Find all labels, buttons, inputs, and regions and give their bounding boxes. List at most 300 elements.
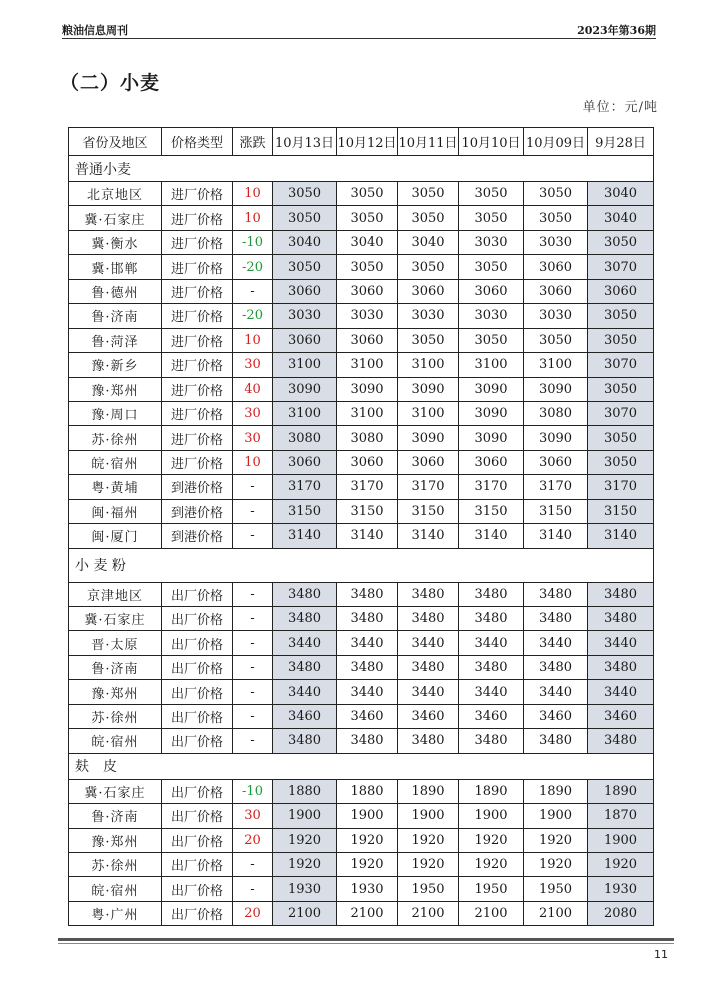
price-cell: 3090 [337,377,398,401]
price-cell: 3040 [588,206,654,230]
price-cell: 3080 [337,426,398,450]
change-cell: 10 [233,206,273,230]
price-cell: 3440 [398,631,459,655]
price-cell: 3060 [273,279,337,303]
price-cell: 3170 [337,475,398,499]
change-cell: - [233,524,273,548]
price-cell: 1890 [588,779,654,803]
price-cell: 3150 [273,499,337,523]
publication-name: 粮油信息周刊 [62,24,128,37]
price-cell: 3480 [398,582,459,606]
section-name: 麸 皮 [69,753,654,779]
price-cell: 3090 [459,401,524,425]
price-cell: 3030 [524,230,588,254]
col-header: 10月12日 [337,128,398,156]
section-header-row [69,548,654,582]
price-cell: 1920 [588,852,654,876]
region-cell: 豫·新乡 [69,353,162,377]
region-cell: 北京地区 [69,182,162,206]
region-cell: 皖·宿州 [69,877,162,901]
price-cell: 3170 [524,475,588,499]
price-cell: 3480 [459,607,524,631]
price-cell: 3100 [398,353,459,377]
table-row [69,729,654,753]
price-cell: 3440 [588,631,654,655]
price-cell: 3090 [459,426,524,450]
region-cell: 冀·石家庄 [69,206,162,230]
price-cell: 3050 [459,206,524,230]
table-row [69,279,654,303]
price-cell: 3050 [398,206,459,230]
price-cell: 3040 [273,230,337,254]
price-cell: 1890 [398,779,459,803]
price-cell: 3140 [459,524,524,548]
price-cell: 3480 [524,655,588,679]
price-cell: 3440 [337,680,398,704]
price-cell: 3480 [588,729,654,753]
price-cell: 3480 [459,655,524,679]
price-cell: 1900 [459,804,524,828]
price-cell: 3480 [337,607,398,631]
price-cell: 3080 [524,401,588,425]
table-row [69,475,654,499]
region-cell: 冀·石家庄 [69,607,162,631]
price-cell: 3060 [588,279,654,303]
change-cell: 20 [233,901,273,925]
price-type-cell: 出厂价格 [162,631,233,655]
footer-rule [58,938,674,941]
price-cell: 3050 [588,450,654,474]
price-cell: 3100 [398,401,459,425]
price-cell: 3100 [524,353,588,377]
change-cell: - [233,729,273,753]
price-cell: 2100 [273,901,337,925]
price-cell: 3480 [588,655,654,679]
price-cell: 3030 [273,304,337,328]
price-cell: 3050 [337,255,398,279]
price-cell: 1920 [273,828,337,852]
region-cell: 粤·广州 [69,901,162,925]
price-cell: 3060 [524,279,588,303]
price-cell: 3070 [588,401,654,425]
price-cell: 3060 [459,279,524,303]
price-type-cell: 出厂价格 [162,607,233,631]
price-type-cell: 进厂价格 [162,426,233,450]
col-header: 9月28日 [588,128,654,156]
price-cell: 3440 [273,680,337,704]
price-cell: 3040 [398,230,459,254]
price-cell: 3030 [459,304,524,328]
price-cell: 3140 [337,524,398,548]
price-cell: 3060 [337,279,398,303]
section-header-row [69,156,654,182]
price-cell: 3440 [459,680,524,704]
price-cell: 3090 [524,377,588,401]
change-cell: 10 [233,328,273,352]
table-row [69,877,654,901]
price-type-cell: 出厂价格 [162,877,233,901]
price-type-cell: 进厂价格 [162,279,233,303]
price-cell: 1900 [273,804,337,828]
price-cell: 1880 [337,779,398,803]
region-cell: 冀·衡水 [69,230,162,254]
price-type-cell: 进厂价格 [162,304,233,328]
region-cell: 鲁·济南 [69,655,162,679]
price-cell: 2100 [524,901,588,925]
region-cell: 皖·宿州 [69,450,162,474]
price-cell: 3040 [337,230,398,254]
table-row [69,779,654,803]
price-cell: 2100 [398,901,459,925]
price-cell: 1920 [398,852,459,876]
region-cell: 鲁·菏泽 [69,328,162,352]
change-cell: 20 [233,828,273,852]
price-type-cell: 进厂价格 [162,230,233,254]
price-cell: 3050 [273,255,337,279]
price-cell: 3050 [273,182,337,206]
price-cell: 3460 [337,704,398,728]
table-row [69,499,654,523]
col-header: 价格类型 [162,128,233,156]
price-cell: 1920 [398,828,459,852]
table-row [69,704,654,728]
price-cell: 3480 [459,729,524,753]
price-type-cell: 出厂价格 [162,582,233,606]
region-cell: 晋·太原 [69,631,162,655]
price-cell: 3100 [273,401,337,425]
change-cell: - [233,279,273,303]
price-cell: 3050 [273,206,337,230]
change-cell: - [233,852,273,876]
table-row [69,901,654,925]
price-cell: 3440 [273,631,337,655]
price-cell: 3060 [398,279,459,303]
change-cell: - [233,582,273,606]
price-cell: 1950 [398,877,459,901]
price-cell: 3050 [398,255,459,279]
change-cell: 30 [233,804,273,828]
price-cell: 3100 [337,353,398,377]
price-cell: 3140 [398,524,459,548]
price-cell: 3060 [273,450,337,474]
price-cell: 3150 [398,499,459,523]
price-cell: 1870 [588,804,654,828]
price-cell: 3050 [524,206,588,230]
price-type-cell: 进厂价格 [162,182,233,206]
price-cell: 3030 [398,304,459,328]
table-row [69,304,654,328]
region-cell: 豫·郑州 [69,680,162,704]
change-cell: 30 [233,401,273,425]
table-row [69,255,654,279]
price-cell: 3050 [588,230,654,254]
region-cell: 冀·石家庄 [69,779,162,803]
region-cell: 豫·周口 [69,401,162,425]
price-cell: 2080 [588,901,654,925]
price-cell: 1900 [337,804,398,828]
price-cell: 3170 [398,475,459,499]
price-cell: 3040 [588,182,654,206]
price-cell: 3050 [588,328,654,352]
region-cell: 苏·徐州 [69,852,162,876]
price-cell: 3030 [337,304,398,328]
price-cell: 3050 [398,328,459,352]
price-cell: 3050 [459,255,524,279]
price-type-cell: 出厂价格 [162,828,233,852]
price-cell: 3480 [273,582,337,606]
section-title: （二）小麦 [60,72,161,94]
price-cell: 3050 [524,182,588,206]
price-cell: 3060 [459,450,524,474]
table-row [69,182,654,206]
price-cell: 3060 [337,450,398,474]
change-cell: - [233,680,273,704]
price-cell: 3050 [588,377,654,401]
price-cell: 3440 [588,680,654,704]
price-type-cell: 出厂价格 [162,655,233,679]
price-cell: 3460 [459,704,524,728]
price-cell: 3090 [398,426,459,450]
price-cell: 3060 [337,328,398,352]
price-type-cell: 到港价格 [162,475,233,499]
price-cell: 3440 [459,631,524,655]
price-type-cell: 进厂价格 [162,401,233,425]
price-cell: 1950 [524,877,588,901]
price-cell: 3060 [524,255,588,279]
region-cell: 豫·郑州 [69,377,162,401]
footer-rule-thin [58,943,674,944]
price-cell: 3170 [273,475,337,499]
col-header: 10月13日 [273,128,337,156]
table-row [69,230,654,254]
price-cell: 3480 [524,607,588,631]
region-cell: 皖·宿州 [69,729,162,753]
price-cell: 3170 [459,475,524,499]
price-cell: 1920 [459,828,524,852]
change-cell: - [233,475,273,499]
table-row [69,680,654,704]
price-cell: 1880 [273,779,337,803]
change-cell: 30 [233,353,273,377]
price-cell: 3150 [524,499,588,523]
price-cell: 3460 [398,704,459,728]
table-row [69,607,654,631]
price-cell: 3480 [337,729,398,753]
price-cell: 3480 [273,655,337,679]
price-cell: 3440 [524,680,588,704]
price-type-cell: 出厂价格 [162,779,233,803]
col-header: 省份及地区 [69,128,162,156]
price-cell: 3460 [588,704,654,728]
price-cell: 1900 [588,828,654,852]
table-row [69,655,654,679]
region-cell: 鲁·济南 [69,304,162,328]
price-cell: 3050 [459,328,524,352]
price-cell: 3050 [524,328,588,352]
price-cell: 1930 [588,877,654,901]
price-cell: 3480 [337,582,398,606]
table-body [69,156,654,926]
col-header: 10月09日 [524,128,588,156]
price-cell: 1920 [273,852,337,876]
region-cell: 闽·福州 [69,499,162,523]
region-cell: 苏·徐州 [69,704,162,728]
price-type-cell: 出厂价格 [162,680,233,704]
price-cell: 3090 [524,426,588,450]
region-cell: 苏·徐州 [69,426,162,450]
price-cell: 3050 [337,182,398,206]
price-type-cell: 到港价格 [162,499,233,523]
price-type-cell: 进厂价格 [162,255,233,279]
price-cell: 1920 [337,828,398,852]
change-cell: - [233,499,273,523]
price-cell: 3480 [337,655,398,679]
table-row [69,353,654,377]
price-cell: 1890 [524,779,588,803]
price-cell: 3480 [459,582,524,606]
price-cell: 1920 [524,828,588,852]
price-cell: 2100 [459,901,524,925]
table-row [69,401,654,425]
unit-label: 单位：元/吨 [582,100,658,115]
price-cell: 3030 [459,230,524,254]
change-cell: - [233,704,273,728]
region-cell: 粤·黄埔 [69,475,162,499]
price-type-cell: 进厂价格 [162,353,233,377]
price-cell: 3170 [588,475,654,499]
price-cell: 3480 [398,655,459,679]
price-cell: 3480 [398,607,459,631]
region-cell: 闽·厦门 [69,524,162,548]
col-header: 涨跌 [233,128,273,156]
price-type-cell: 出厂价格 [162,729,233,753]
price-cell: 3060 [524,450,588,474]
table-row [69,631,654,655]
price-table [68,127,654,926]
table-row [69,828,654,852]
region-cell: 鲁·济南 [69,804,162,828]
price-cell: 3050 [337,206,398,230]
price-cell: 3090 [398,377,459,401]
price-cell: 1920 [459,852,524,876]
change-cell: -20 [233,304,273,328]
price-cell: 3050 [398,182,459,206]
table-row [69,450,654,474]
price-cell: 3100 [273,353,337,377]
price-cell: 1900 [398,804,459,828]
change-cell: - [233,655,273,679]
price-cell: 2100 [337,901,398,925]
price-cell: 3440 [524,631,588,655]
price-cell: 3460 [524,704,588,728]
col-header: 10月10日 [459,128,524,156]
price-cell: 3080 [273,426,337,450]
price-cell: 3480 [588,607,654,631]
price-type-cell: 进厂价格 [162,328,233,352]
change-cell: - [233,631,273,655]
price-cell: 1920 [524,852,588,876]
region-cell: 京津地区 [69,582,162,606]
price-cell: 3150 [588,499,654,523]
table-row [69,328,654,352]
price-cell: 3150 [459,499,524,523]
price-type-cell: 出厂价格 [162,901,233,925]
table-row [69,852,654,876]
price-cell: 3480 [524,729,588,753]
change-cell: 10 [233,182,273,206]
section-header-row [69,753,654,779]
price-cell: 3100 [337,401,398,425]
change-cell: -10 [233,779,273,803]
section-name: 普通小麦 [69,156,654,182]
table-row [69,524,654,548]
region-cell: 豫·郑州 [69,828,162,852]
price-type-cell: 出厂价格 [162,704,233,728]
change-cell: 30 [233,426,273,450]
col-header: 10月11日 [398,128,459,156]
price-type-cell: 到港价格 [162,524,233,548]
price-cell: 3480 [273,729,337,753]
header-rule [62,38,656,39]
price-cell: 3090 [459,377,524,401]
region-cell: 冀·邯郸 [69,255,162,279]
price-type-cell: 进厂价格 [162,450,233,474]
price-cell: 3480 [524,582,588,606]
price-cell: 1930 [273,877,337,901]
price-type-cell: 出厂价格 [162,804,233,828]
table-row [69,377,654,401]
price-cell: 3440 [337,631,398,655]
table-row [69,804,654,828]
price-cell: 3480 [273,607,337,631]
region-cell: 鲁·德州 [69,279,162,303]
table-row [69,426,654,450]
price-cell: 3440 [398,680,459,704]
price-type-cell: 进厂价格 [162,377,233,401]
page-number: 11 [654,948,668,961]
price-cell: 3480 [398,729,459,753]
price-cell: 3070 [588,255,654,279]
change-cell: 10 [233,450,273,474]
section-name: 小 麦 粉 [69,548,654,582]
price-cell: 3060 [273,328,337,352]
price-cell: 3140 [588,524,654,548]
change-cell: - [233,877,273,901]
price-cell: 1890 [459,779,524,803]
table-row [69,206,654,230]
issue-number: 2023年第36期 [577,24,656,37]
price-cell: 3150 [337,499,398,523]
price-cell: 1920 [337,852,398,876]
price-type-cell: 进厂价格 [162,206,233,230]
price-cell: 1930 [337,877,398,901]
price-cell: 3070 [588,353,654,377]
change-cell: -10 [233,230,273,254]
price-cell: 3480 [588,582,654,606]
price-cell: 1950 [459,877,524,901]
price-cell: 3050 [588,426,654,450]
change-cell: 40 [233,377,273,401]
running-header [62,22,656,38]
price-cell: 3050 [459,182,524,206]
price-cell: 3090 [273,377,337,401]
table-header-row [69,128,654,156]
price-cell: 3140 [524,524,588,548]
price-cell: 1900 [524,804,588,828]
price-cell: 3100 [459,353,524,377]
change-cell: -20 [233,255,273,279]
table-row [69,582,654,606]
